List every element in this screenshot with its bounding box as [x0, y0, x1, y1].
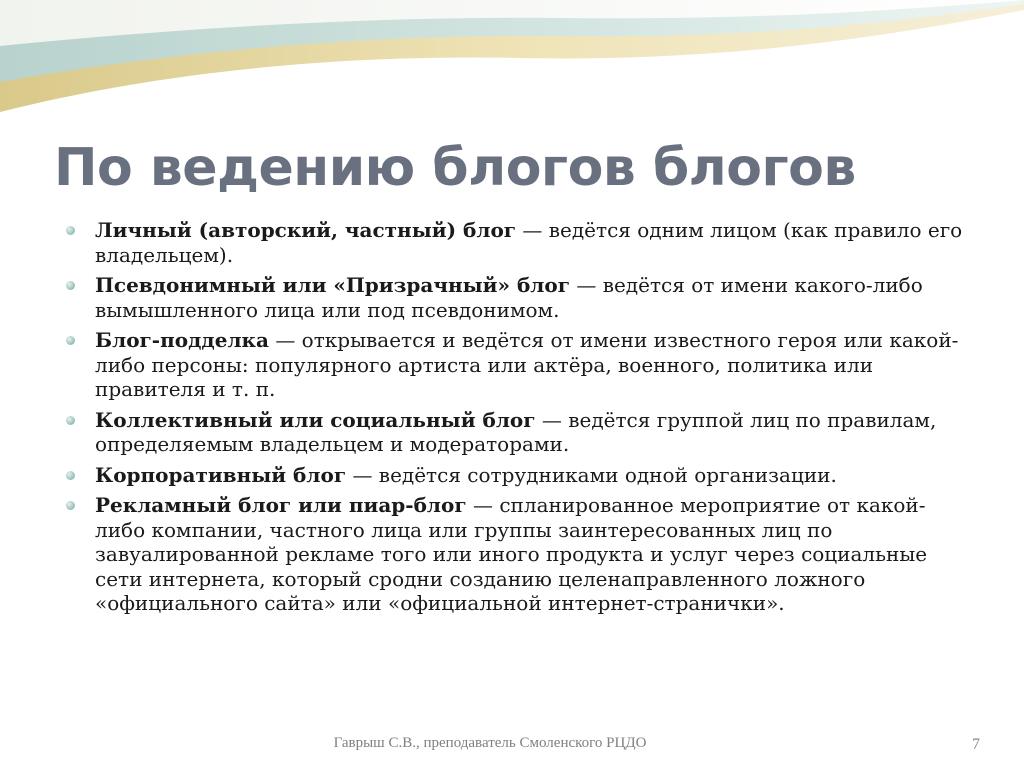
footer-author: Гаврыш С.В., преподаватель Смоленского РЦДО [333, 735, 647, 751]
item-term: Блог-подделка [95, 328, 269, 352]
item-text: — открывается и ведётся от имени известного героя или какой-либо персоны: популярного артиста или актёра, военного, политика или правителя и т. п. [95, 328, 959, 401]
bullet-icon [66, 471, 75, 480]
decorative-wave-header [0, 0, 1024, 130]
item-text: — ведётся одним лицом (как правило его владельцем). [95, 218, 963, 267]
bullet-icon [66, 226, 75, 235]
item-term: Псевдонимный или «Призрачный» блог [95, 273, 570, 297]
bullet-list [66, 218, 966, 622]
bullet-icon [66, 416, 75, 425]
page-number: 7 [972, 736, 980, 753]
item-text: — спланированное мероприятие от какой-либо компании, частного лица или группы заинтересованных лиц по завуалированной рекламе того или иного продукта и услуг через социальные сети интернета, который сродни созданию целенаправленного ложного «официального сайта» или «официальной интернет-странички». [95, 493, 928, 615]
bullet-icon [66, 281, 75, 290]
item-term: Коллективный или социальный блог [95, 407, 536, 432]
bullet-icon [66, 501, 75, 510]
item-text: — ведётся группой лиц по правилам, определяемым владельцем и модераторами. [95, 407, 937, 456]
item-term: Рекламный блог или пиар-блог [95, 493, 467, 517]
list-item [66, 493, 966, 616]
list-item [66, 273, 966, 322]
slide-title: По ведению блогов блогов [54, 138, 856, 198]
list-item [66, 463, 966, 488]
list-item [66, 408, 966, 457]
list-item [66, 328, 966, 402]
item-term: Корпоративный блог [95, 462, 347, 487]
bullet-icon [66, 336, 75, 345]
item-text: — ведётся сотрудниками одной организации. [346, 462, 837, 487]
item-term: Личный (авторский, частный) блог [95, 218, 517, 242]
list-item [66, 218, 966, 267]
item-text: — ведётся от имени какого-либо вымышленного лица или под псевдонимом. [95, 273, 923, 322]
